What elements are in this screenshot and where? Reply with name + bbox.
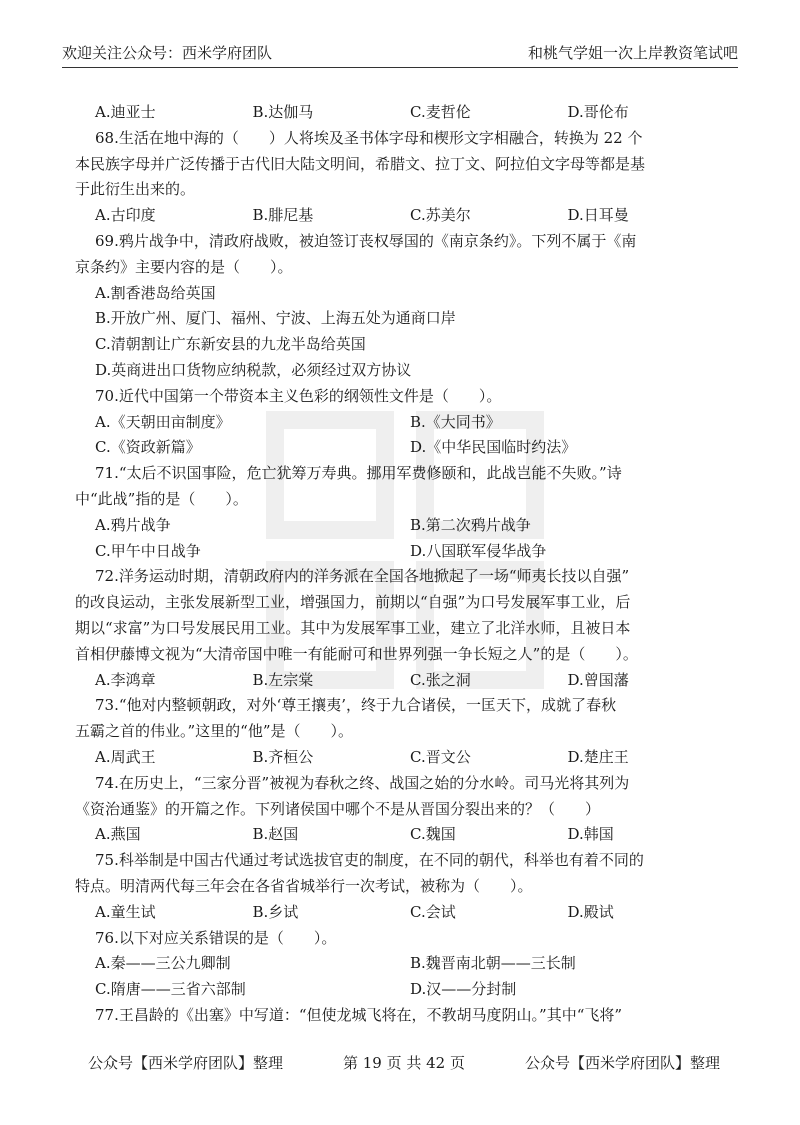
footer-left-text: 公众号【西米学府团队】整理 <box>88 1054 284 1072</box>
q76-options-row1 <box>95 951 725 977</box>
q68-option-c: C.苏美尔 <box>410 206 471 225</box>
q73-options <box>95 745 725 771</box>
q75-stem-line2: 特点。明清两代每三年会在各省省城举行一次考试，被称为（ ）。 <box>75 876 533 895</box>
q73-option-b: B.齐桓公 <box>252 747 314 766</box>
q71-option-c: C.甲午中日战争 <box>95 541 201 560</box>
q69-option-d: D.英商进出口货物应纳税款，必须经过双方协议 <box>95 360 412 379</box>
q73-stem-line1: 73.“他对内整顿朝政，对外‘尊王攘夷’，终于九合诸侯，一匡天下，成就了春秋 <box>95 696 617 715</box>
q71-option-d: D.八国联军侵华战争 <box>410 541 547 560</box>
q69-stem-line2: 京条约》主要内容的是（ ）。 <box>75 257 293 276</box>
q68-stem-line3: 于此衍生出来的。 <box>75 180 196 199</box>
q67-option-b: B.达伽马 <box>252 103 314 121</box>
q68-options <box>95 203 725 229</box>
q69-option-b: B.开放广州、厦门、福州、宁波、上海五处为通商口岸 <box>95 309 456 328</box>
q70-option-b: B.《大同书》 <box>410 412 501 431</box>
q73-stem-line2: 五霸之首的伟业。”这里的“他”是（ ）。 <box>75 722 354 741</box>
q67-option-d: D.哥伦布 <box>567 103 629 121</box>
page-header <box>62 38 738 68</box>
q75-option-d: D.殿试 <box>567 902 614 921</box>
q74-option-c: C.魏国 <box>410 825 456 844</box>
header-left-text: 欢迎关注公众号：西米学府团队 <box>62 44 273 62</box>
q74-stem-line1: 74.在历史上，“三家分晋”被视为春秋之终、战国之始的分水岭。司马光将其列为 <box>95 773 630 792</box>
q72-option-b: B.左宗棠 <box>252 670 314 689</box>
q71-option-b: B.第二次鸦片战争 <box>410 515 531 534</box>
q75-stem-line1: 75.科举制是中国古代通过考试选拔官吏的制度，在不同的朝代，科举也有着不同的 <box>95 851 644 870</box>
q72-stem-line4: 首相伊藤博文视为“大清帝国中唯一有能耐可和世界列强一争长短之人”的是（ ）。 <box>75 644 638 663</box>
q69-stem-line1: 69.鸦片战争中，清政府战败，被迫签订丧权辱国的《南京条约》。下列不属于《南 <box>95 231 637 250</box>
q71-options-row2 <box>95 539 725 565</box>
q68-option-d: D.日耳曼 <box>567 206 629 225</box>
q74-option-d: D.韩国 <box>567 825 614 844</box>
q68-stem-line2: 本民族字母并广泛传播于古代旧大陆文明间，希腊文、拉丁文、阿拉伯文字母等都是基 <box>75 154 646 173</box>
q76-option-b: B.魏晋南北朝——三长制 <box>410 954 576 973</box>
q74-options <box>95 822 725 848</box>
q70-option-a: A.《天朝田亩制度》 <box>95 412 231 431</box>
q72-option-d: D.曾国藩 <box>567 670 629 689</box>
q76-options-row2 <box>95 977 725 1003</box>
q68-option-b: B.腓尼基 <box>252 206 314 225</box>
q71-options-row1 <box>95 513 725 539</box>
q72-stem-line1: 72.洋务运动时期，清朝政府内的洋务派在全国各地掀起了一场“师夷长技以自强” <box>95 567 630 586</box>
q74-option-b: B.赵国 <box>252 825 299 844</box>
page-number: 第 19 页 共 42 页 <box>342 1054 465 1072</box>
q77-stem-line1: 77.王昌龄的《出塞》中写道：“但使龙城飞将在，不教胡马度阴山。”其中“飞将” <box>95 1005 623 1024</box>
q68-stem-line1: 68.生活在地中海的（ ）人将埃及圣书体字母和楔形文字相融合，转换为 22 个 <box>95 128 643 147</box>
q70-options-row1 <box>95 410 725 436</box>
q67-option-c: C.麦哲伦 <box>410 103 471 121</box>
q75-option-a: A.童生试 <box>95 902 156 921</box>
q72-option-c: C.张之洞 <box>410 670 471 689</box>
q72-option-a: A.李鸿章 <box>95 670 156 689</box>
q74-stem-line2: 《资治通鉴》的开篇之作。下列诸侯国中哪个不是从晋国分裂出来的？（ ） <box>75 799 601 818</box>
q73-option-d: D.楚庄王 <box>567 747 629 766</box>
q72-stem-line2: 的改良运动，主张发展新型工业，增强国力，前期以“自强”为口号发展军事工业，后 <box>75 593 631 612</box>
header-right-text: 和桃气学姐一次上岸教资笔试吧 <box>527 44 738 62</box>
q73-option-a: A.周武王 <box>95 747 156 766</box>
q69-option-c: C.清朝割让广东新安县的九龙半岛给英国 <box>95 335 366 354</box>
question-content <box>75 100 725 1029</box>
q76-option-a: A.秦——三公九卿制 <box>95 954 231 973</box>
q67-option-a: A.迪亚士 <box>95 103 156 121</box>
q71-stem-line2: 中“此战”指的是（ ）。 <box>75 489 248 508</box>
q70-options-row2 <box>95 435 725 461</box>
q67-options <box>95 100 725 126</box>
q70-option-d: D.《中华民国临时约法》 <box>410 438 577 457</box>
q68-option-a: A.古印度 <box>95 206 156 225</box>
footer-right-text: 公众号【西米学府团队】整理 <box>524 1054 720 1072</box>
q70-stem: 70.近代中国第一个带资本主义色彩的纲领性文件是（ ）。 <box>95 386 502 405</box>
q75-option-b: B.乡试 <box>252 902 299 921</box>
q75-options <box>95 900 725 926</box>
q73-option-c: C.晋文公 <box>410 747 471 766</box>
q74-option-a: A.燕国 <box>95 825 141 844</box>
q75-option-c: C.会试 <box>410 902 456 921</box>
q70-option-c: C.《资政新篇》 <box>95 438 201 457</box>
q72-stem-line3: 期以“求富”为口号发展民用工业。其中为发展军事工业，建立了北洋水师，且被日本 <box>75 618 631 637</box>
q76-option-d: D.汉——分封制 <box>410 980 517 999</box>
q71-option-a: A.鸦片战争 <box>95 515 171 534</box>
q76-option-c: C.隋唐——三省六部制 <box>95 980 246 999</box>
q76-stem: 76.以下对应关系错误的是（ ）。 <box>95 928 337 947</box>
q71-stem-line1: 71.“太后不识国事险，危亡犹筹万寿典。挪用军费修颐和，此战岂能不失败。”诗 <box>95 464 622 483</box>
q72-options <box>95 668 725 694</box>
q69-option-a: A.割香港岛给英国 <box>95 283 216 302</box>
page-footer <box>88 1052 720 1073</box>
